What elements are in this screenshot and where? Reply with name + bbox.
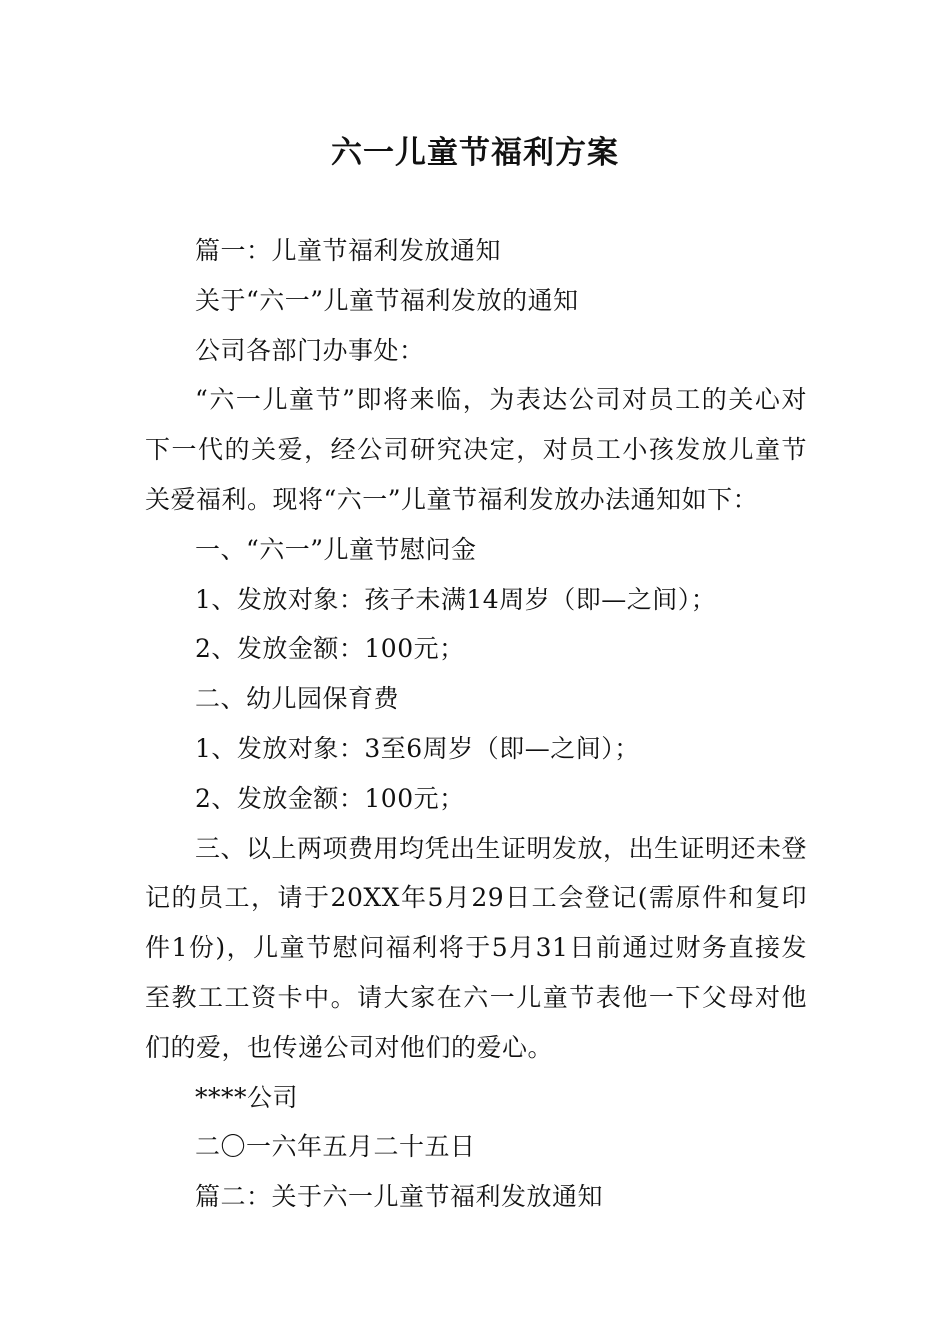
condolence-amount: 2、发放金额：100元； (195, 634, 465, 664)
condolence-recipients: 1、发放对象：孩子未满14周岁（即—之间）； (195, 584, 717, 614)
salutation: 公司各部门办事处： (195, 335, 425, 365)
signature-company: ****公司 (195, 1082, 299, 1112)
intro-paragraph: “六一儿童节”即将来临，为表达公司对员工的关心对下一代的关爱，经公司研究决定，对员工小孩发放儿童节关爱福利。现将“六一”儿童节福利发放办法通知如下： (145, 385, 807, 514)
section-heading-part-two: 篇二：关于六一儿童节福利发放通知 (195, 1182, 604, 1212)
item-three-paragraph: 三、以上两项费用均凭出生证明发放，出生证明还未登记的员工，请于20XX年5月29日工会登记(需原件和复印件1份)，儿童节慰问福利将于5月31日前通过财务直接发至教工工资卡中。请大家在六一儿童节表他一下父母对他们的爱，也传递公司对他们的爱心。 (145, 833, 808, 1062)
document-title: 六一儿童节福利方案 (331, 135, 619, 171)
kindergarten-amount: 2、发放金额：100元； (195, 783, 465, 813)
notice-title: 关于“六一”儿童节福利发放的通知 (195, 285, 579, 315)
item-heading-condolence: 一、“六一”儿童节慰问金 (195, 534, 477, 564)
item-heading-kindergarten: 二、幼儿园保育费 (195, 684, 400, 714)
document-body (145, 226, 807, 1222)
signature-date: 二〇一六年五月二十五日 (195, 1132, 476, 1162)
section-heading-part-one: 篇一：儿童节福利发放通知 (195, 236, 502, 265)
kindergarten-recipients: 1、发放对象：3至6周岁（即—之间）； (195, 733, 640, 763)
